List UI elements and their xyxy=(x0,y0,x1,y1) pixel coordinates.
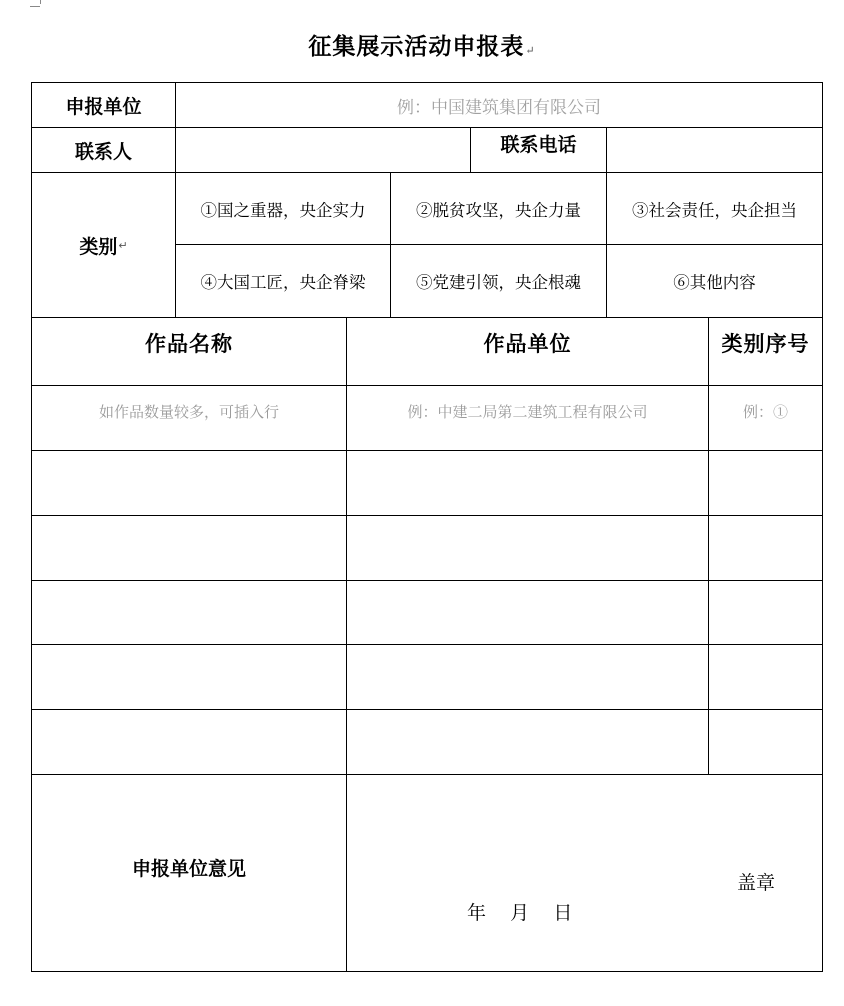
category-label-cell xyxy=(32,173,175,317)
works-row-empty-unit[interactable] xyxy=(347,451,708,515)
date-label: 年 月 日 xyxy=(467,902,573,924)
works-header-category-no-text: 类别序号 xyxy=(721,332,810,356)
works-example-name-cell[interactable] xyxy=(32,386,346,436)
phone-label: 联系电话 xyxy=(500,133,577,156)
form-title xyxy=(0,28,844,61)
category-option-3[interactable] xyxy=(607,173,822,244)
works-header-unit xyxy=(347,318,708,368)
category-option-1-text: ①国之重器，央企实力 xyxy=(200,200,366,220)
works-header-unit-text: 作品单位 xyxy=(483,332,572,356)
category-option-1[interactable] xyxy=(176,173,390,244)
works-row-empty-category[interactable] xyxy=(709,581,822,644)
table-border-right xyxy=(822,82,823,972)
contact-label: 联系人 xyxy=(74,140,132,163)
works-row-empty-category[interactable] xyxy=(709,645,822,709)
category-option-4-text: ④大国工匠，央企脊梁 xyxy=(200,273,366,292)
works-header-category-no xyxy=(709,318,822,368)
category-option-6-text: ⑥其他内容 xyxy=(673,273,756,292)
works-row-empty-category[interactable] xyxy=(709,516,822,580)
category-option-6[interactable] xyxy=(607,245,822,317)
paragraph-mark-icon: ↵ xyxy=(525,44,536,57)
contact-input-cell[interactable] xyxy=(176,128,470,172)
unit-placeholder: 例：中国建筑集团有限公司 xyxy=(397,97,601,118)
category-option-2-text: ②脱贫攻坚，央企力量 xyxy=(416,200,581,220)
works-row-empty-name[interactable] xyxy=(32,516,346,580)
unit-label-cell xyxy=(32,83,175,127)
category-label: 类别 xyxy=(79,235,118,258)
page-corner-mark-v xyxy=(40,0,42,4)
category-option-3-text: ③社会责任，央企担当 xyxy=(632,200,797,220)
category-option-4[interactable] xyxy=(176,245,390,317)
stamp-label: 盖章 xyxy=(737,872,776,894)
works-row-empty-name[interactable] xyxy=(32,451,346,515)
works-row-empty-name[interactable] xyxy=(32,581,346,644)
works-row-empty-name[interactable] xyxy=(32,710,346,774)
category-option-5[interactable] xyxy=(391,245,606,317)
unit-input-cell[interactable] xyxy=(176,83,822,127)
works-row-empty-unit[interactable] xyxy=(347,516,708,580)
phone-input-cell[interactable] xyxy=(607,128,822,172)
category-option-2[interactable] xyxy=(391,173,606,244)
works-example-unit: 例：中建二局第二建筑工程有限公司 xyxy=(407,402,648,421)
phone-label-cell xyxy=(471,128,606,158)
works-row-empty-unit[interactable] xyxy=(347,581,708,644)
unit-label: 申报单位 xyxy=(65,95,142,118)
works-header-name xyxy=(32,318,346,368)
works-example-category-cell[interactable] xyxy=(709,386,822,436)
works-row-empty-unit[interactable] xyxy=(347,645,708,709)
works-row-empty-unit[interactable] xyxy=(347,710,708,774)
works-example-unit-cell[interactable] xyxy=(347,386,708,436)
paragraph-mark-icon: ↵ xyxy=(118,238,128,252)
table-border-bottom xyxy=(31,971,823,972)
works-header-name-text: 作品名称 xyxy=(145,332,233,356)
form-title-text: 征集展示活动申报表 xyxy=(308,33,525,60)
works-row-empty-name[interactable] xyxy=(32,645,346,709)
opinion-label: 申报单位意见 xyxy=(131,858,246,880)
contact-label-cell xyxy=(32,128,175,172)
category-option-5-text: ⑤党建引领，央企根魂 xyxy=(416,273,581,292)
works-row-empty-category[interactable] xyxy=(709,451,822,515)
works-example-category: 例：① xyxy=(742,402,788,421)
works-example-name: 如作品数量较多，可插入行 xyxy=(98,402,279,421)
page-corner-mark xyxy=(30,0,40,7)
opinion-label-cell xyxy=(32,775,346,960)
works-row-empty-category[interactable] xyxy=(709,710,822,774)
